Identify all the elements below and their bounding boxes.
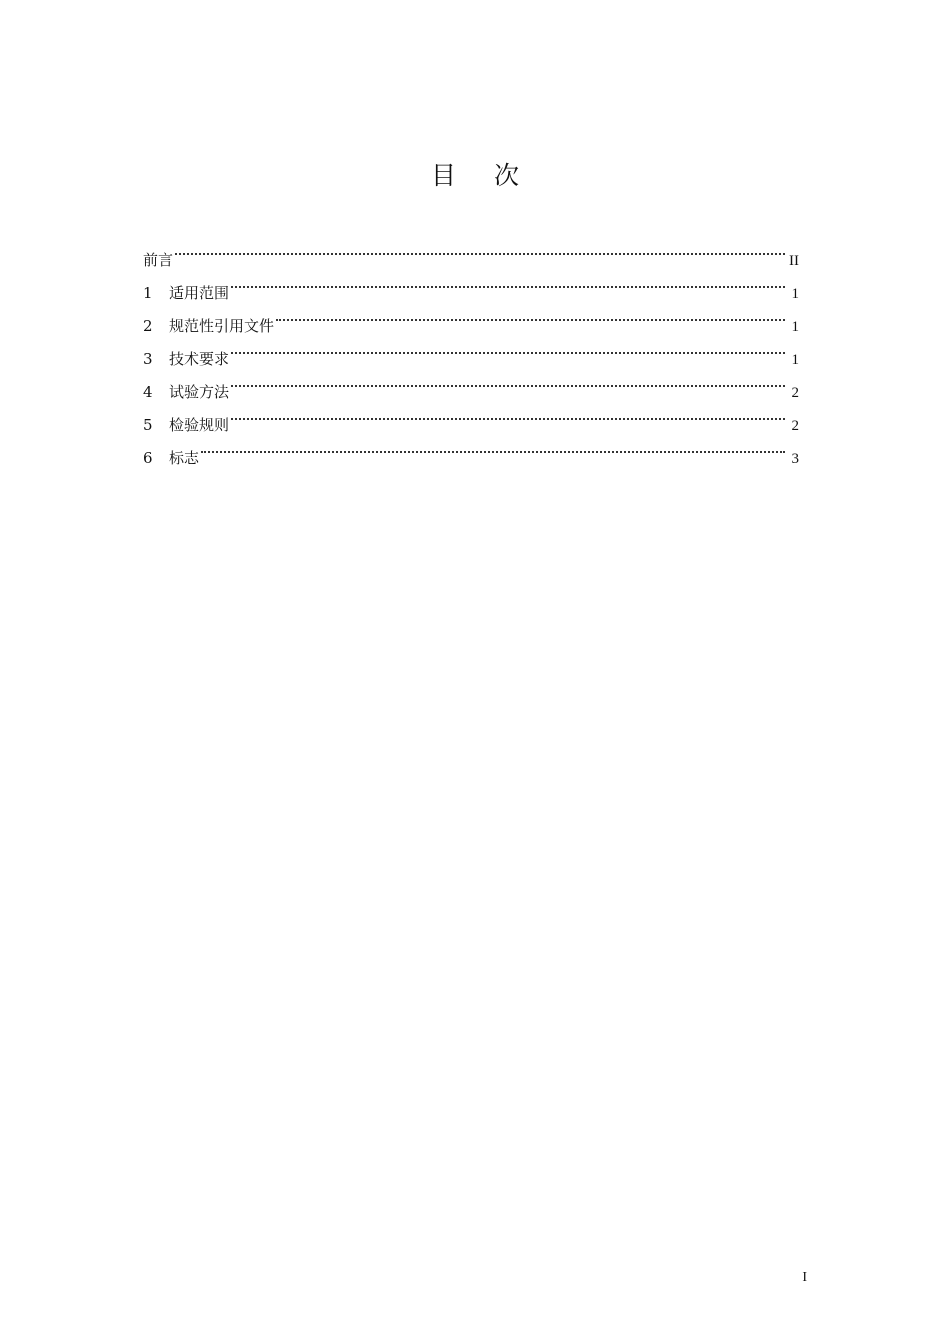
page-title [0, 158, 950, 194]
toc-row-title[interactable]: 规范性引用文件 [169, 317, 275, 335]
toc-row-number: 1 [143, 284, 153, 302]
dotted-leader [201, 430, 785, 463]
toc-row-title[interactable]: 前言 [143, 251, 174, 269]
table-of-contents [143, 232, 799, 467]
title-character: 次 [494, 161, 520, 190]
dotted-leader [276, 298, 785, 331]
toc-row-title[interactable]: 技术要求 [169, 350, 230, 368]
toc-row-normative-references[interactable] [143, 298, 799, 335]
dotted-leader [231, 265, 785, 298]
toc-row-page[interactable]: 1 [791, 352, 799, 368]
dotted-leader [231, 397, 785, 430]
dotted-leader [231, 364, 785, 397]
toc-row-page[interactable]: 2 [791, 418, 799, 434]
toc-row-title[interactable]: 适用范围 [169, 284, 230, 302]
toc-row-technical-requirements[interactable] [143, 331, 799, 368]
dotted-leader [231, 331, 785, 364]
toc-row-marking[interactable] [143, 430, 799, 467]
toc-row-number: 4 [143, 383, 153, 401]
toc-row-page[interactable]: 3 [791, 451, 799, 467]
toc-row-test-methods[interactable] [143, 364, 799, 401]
toc-row-title[interactable]: 检验规则 [169, 416, 230, 434]
toc-row-inspection-rules[interactable] [143, 397, 799, 434]
toc-row-preface[interactable] [143, 232, 799, 269]
toc-row-number: 6 [143, 449, 153, 467]
toc-row-page[interactable]: 1 [791, 319, 799, 335]
toc-row-title[interactable]: 标志 [169, 449, 200, 467]
footer-page-number: I [802, 1270, 807, 1285]
toc-row-number: 3 [143, 350, 153, 368]
dotted-leader [175, 232, 785, 265]
toc-row-page[interactable]: II [789, 253, 799, 269]
toc-row-title[interactable]: 试验方法 [169, 383, 230, 401]
title-character: 目 [430, 161, 456, 190]
toc-row-scope[interactable] [143, 265, 799, 302]
toc-row-number: 2 [143, 317, 153, 335]
toc-row-page[interactable]: 1 [791, 286, 799, 302]
toc-row-page[interactable]: 2 [791, 385, 799, 401]
toc-row-number: 5 [143, 416, 153, 434]
